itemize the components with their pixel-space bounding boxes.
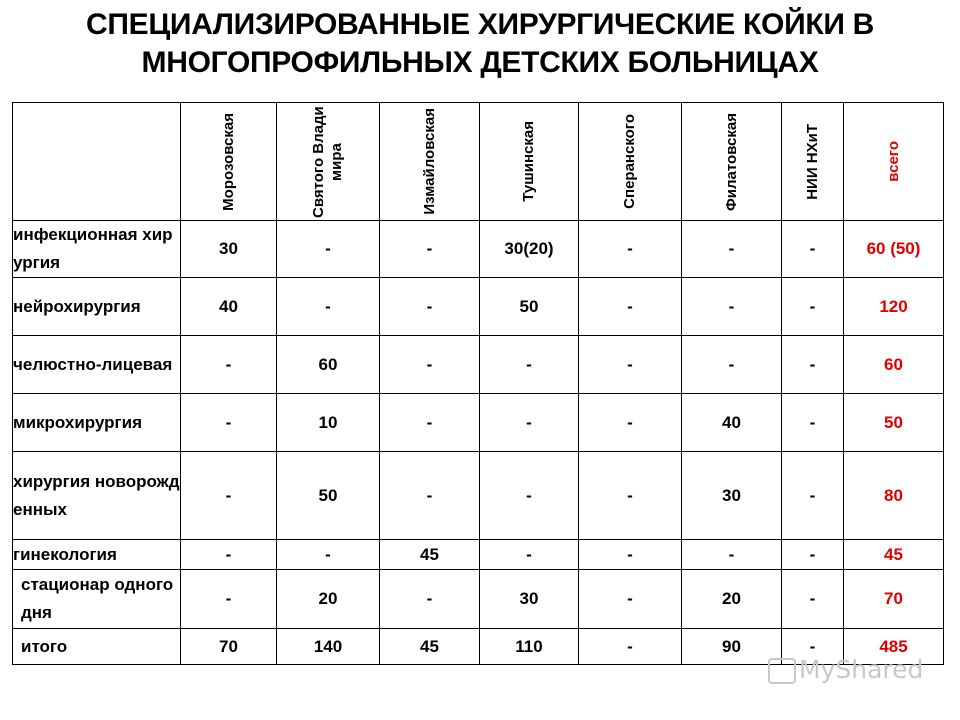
table-cell: 30(20) bbox=[480, 221, 579, 278]
table-cell: - bbox=[380, 278, 480, 336]
row-total: 45 bbox=[844, 540, 944, 570]
table-cell: - bbox=[380, 570, 480, 629]
table-cell: - bbox=[579, 336, 682, 394]
table-cell: - bbox=[782, 336, 844, 394]
table-cell: - bbox=[782, 540, 844, 570]
col-header-morozovskaya: Морозовская bbox=[181, 103, 277, 221]
slide-title bbox=[0, 6, 960, 82]
watermark-text: MyShared bbox=[799, 655, 924, 684]
table-cell: - bbox=[782, 394, 844, 452]
table-cell: 30 bbox=[181, 221, 277, 278]
table-cell: - bbox=[480, 336, 579, 394]
row-total: 60 bbox=[844, 336, 944, 394]
table-cell: - bbox=[181, 540, 277, 570]
table-cell: - bbox=[480, 394, 579, 452]
table-cell: 45 bbox=[380, 629, 480, 665]
table-cell: - bbox=[579, 629, 682, 665]
table-cell: 50 bbox=[277, 452, 380, 540]
table-cell: - bbox=[579, 394, 682, 452]
table-cell: - bbox=[579, 570, 682, 629]
table-row bbox=[13, 278, 944, 336]
table-cell: - bbox=[480, 452, 579, 540]
table-cell: - bbox=[782, 221, 844, 278]
table-row bbox=[13, 570, 944, 629]
table-cell: - bbox=[682, 336, 782, 394]
beds-table bbox=[12, 102, 944, 665]
table-cell: - bbox=[682, 221, 782, 278]
table-cell: 90 bbox=[682, 629, 782, 665]
title-line-2: МНОГОПРОФИЛЬНЫХ ДЕТСКИХ БОЛЬНИЦАХ bbox=[141, 46, 819, 79]
presentation-icon bbox=[768, 658, 796, 684]
table-cell: - bbox=[380, 221, 480, 278]
col-header-tushinskaya: Тушинская bbox=[480, 103, 579, 221]
table-cell: - bbox=[579, 221, 682, 278]
row-total: 70 bbox=[844, 570, 944, 629]
row-label: челюстно-лицевая bbox=[13, 336, 181, 394]
table-cell: - bbox=[277, 540, 380, 570]
col-header-total: всего bbox=[844, 103, 944, 221]
table-cell: - bbox=[579, 278, 682, 336]
table-cell: - bbox=[181, 394, 277, 452]
table-cell: 70 bbox=[181, 629, 277, 665]
table-cell: 30 bbox=[480, 570, 579, 629]
table-cell: - bbox=[380, 394, 480, 452]
table-cell: - bbox=[782, 278, 844, 336]
row-label: итого bbox=[13, 629, 181, 665]
row-label: инфекционная хирургия bbox=[13, 221, 181, 278]
row-total: 50 bbox=[844, 394, 944, 452]
table-cell: - bbox=[277, 221, 380, 278]
table-cell: - bbox=[782, 629, 844, 665]
table-row bbox=[13, 336, 944, 394]
header-row bbox=[13, 103, 944, 221]
col-header-nii-nhit: НИИ НХиТ bbox=[782, 103, 844, 221]
table-row bbox=[13, 540, 944, 570]
col-header-izmailovskaya: Измайловская bbox=[380, 103, 480, 221]
table-cell: 60 bbox=[277, 336, 380, 394]
table-cell: 20 bbox=[682, 570, 782, 629]
table-cell: - bbox=[782, 452, 844, 540]
row-label: микрохирургия bbox=[13, 394, 181, 452]
table-cell: 10 bbox=[277, 394, 380, 452]
title-line-1: СПЕЦИАЛИЗИРОВАННЫЕ ХИРУРГИЧЕСКИЕ КОЙКИ В bbox=[85, 8, 875, 41]
row-total: 485 bbox=[844, 629, 944, 665]
watermark bbox=[768, 655, 923, 684]
table-cell: - bbox=[579, 452, 682, 540]
table-cell: 40 bbox=[682, 394, 782, 452]
table-cell: - bbox=[181, 336, 277, 394]
row-label: гинекология bbox=[13, 540, 181, 570]
table-cell: 110 bbox=[480, 629, 579, 665]
row-total: 60 (50) bbox=[844, 221, 944, 278]
table-cell: 20 bbox=[277, 570, 380, 629]
row-label: нейрохирургия bbox=[13, 278, 181, 336]
col-header-sv-vladimira: Святого Владимира bbox=[277, 103, 380, 221]
header-corner bbox=[13, 103, 181, 221]
table-cell: - bbox=[579, 540, 682, 570]
row-label: хирургия новорожденных bbox=[13, 452, 181, 540]
table-cell: - bbox=[181, 452, 277, 540]
table-cell: - bbox=[380, 452, 480, 540]
row-label: стационар одного дня bbox=[13, 570, 181, 629]
table-cell: - bbox=[380, 336, 480, 394]
col-header-filatovskaya: Филатовская bbox=[682, 103, 782, 221]
table-cell: - bbox=[277, 278, 380, 336]
table-cell: - bbox=[682, 540, 782, 570]
table-row bbox=[13, 221, 944, 278]
table-cell: 40 bbox=[181, 278, 277, 336]
col-header-speranskogo: Сперанского bbox=[579, 103, 682, 221]
table-cell: 45 bbox=[380, 540, 480, 570]
table-cell: - bbox=[682, 278, 782, 336]
table-row bbox=[13, 394, 944, 452]
row-total: 80 bbox=[844, 452, 944, 540]
table-cell: - bbox=[782, 570, 844, 629]
table-cell: 50 bbox=[480, 278, 579, 336]
table-cell: - bbox=[181, 570, 277, 629]
table-cell: - bbox=[480, 540, 579, 570]
row-total: 120 bbox=[844, 278, 944, 336]
table-row bbox=[13, 452, 944, 540]
table-cell: 140 bbox=[277, 629, 380, 665]
table-cell: 30 bbox=[682, 452, 782, 540]
